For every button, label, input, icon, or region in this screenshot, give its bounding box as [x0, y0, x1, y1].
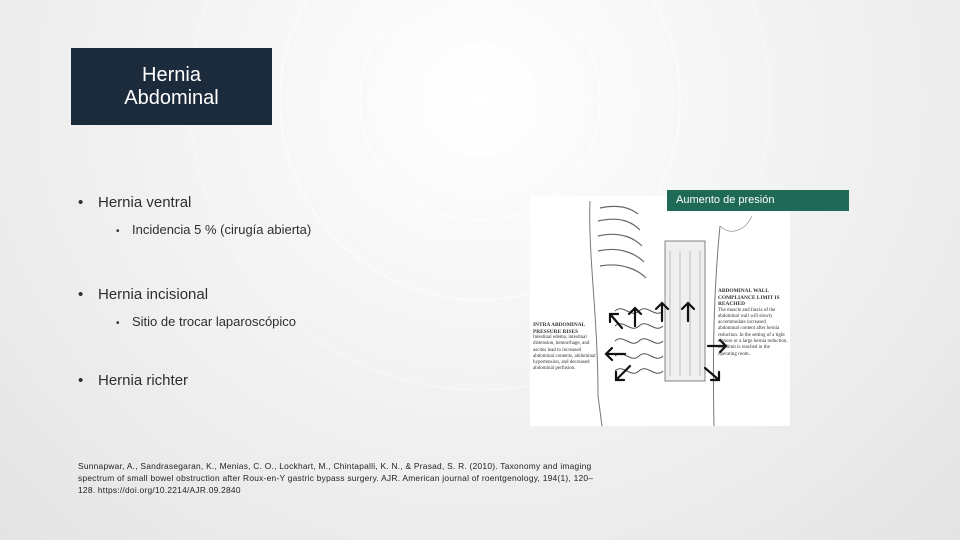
sub-bullet-trocar: • Sitio de trocar laparoscópico — [116, 314, 297, 329]
bullet-hernia-incisional: • Hernia incisional — [78, 286, 209, 303]
title-line-2: Abdominal — [124, 86, 219, 109]
sub-bullet-incidencia: • Incidencia 5 % (cirugía abierta) — [116, 222, 312, 237]
callout-aumento-presion: Aumento de presión — [667, 190, 849, 211]
intra-abdominal-pressure-label: INTRA ABDOMINAL PRESSURE RISES Intestinal edema, intestinal distension, hemorrhage, and ascites lead to increased abdominal contents, abdominal hypertension, and decreased abdominal perfusion. — [533, 322, 596, 372]
abdominal-pressure-illustration — [530, 196, 790, 426]
title-line-1: Hernia — [142, 63, 201, 86]
citation-reference: Sunnapwar, A., Sandrasegaran, K., Menias, C. O., Lockhart, M., Chintapalli, K. N., & Prasad, S. R. (2010). Taxonomy and imaging spectrum of small bowel obstruction after Roux-en-Y gastric bypass surgery. AJR. American journal of roentgenology, 194(1), 120–128. https://doi.org/10.2214/AJR.09.2840 — [78, 461, 594, 495]
bullet-hernia-ventral: • Hernia ventral — [78, 194, 192, 211]
slide-title — [71, 48, 272, 125]
bullet-hernia-richter: • Hernia richter — [78, 372, 189, 389]
abdominal-wall-compliance-label: ABDOMINAL WALL COMPLIANCE LIMIT IS REACHED The muscle and fascia of the abdominal wall will slowly accommodate increased abdominal content after hernia reduction. In the setting of a tight closure or a large hernia reduction, this limit is reached in the operating room. — [718, 288, 788, 357]
